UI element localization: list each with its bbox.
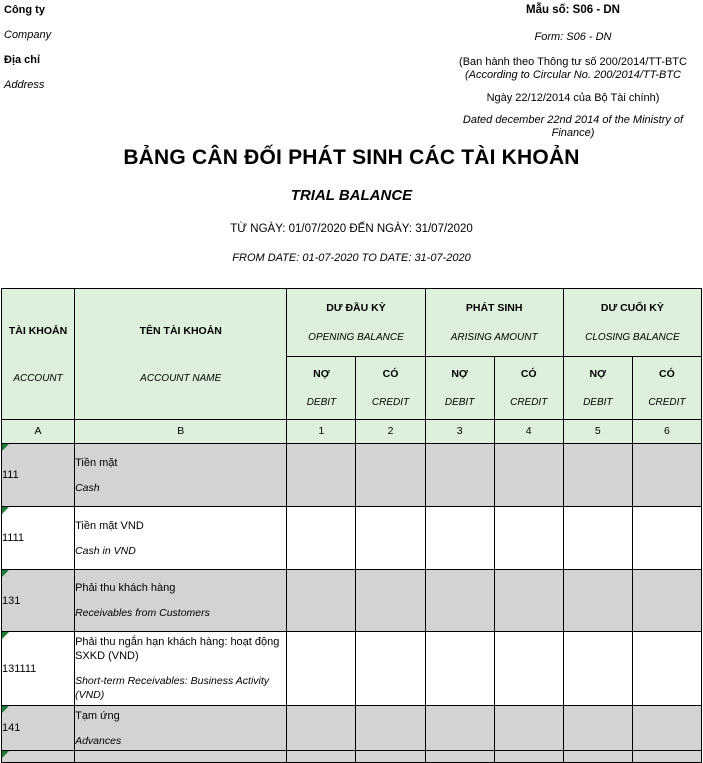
issue-date-en: Dated december 22nd 2014 of the Ministry of Finance) xyxy=(462,114,684,139)
title-block xyxy=(0,143,703,265)
cell-arising-debit[interactable] xyxy=(425,507,494,570)
cell-opening-credit[interactable] xyxy=(356,751,425,763)
cell-opening-debit[interactable] xyxy=(287,444,356,507)
cell-closing-credit[interactable] xyxy=(632,570,701,632)
form-number-vn: Mẫu số: S06 - DN xyxy=(526,4,620,16)
col-index-5: 5 xyxy=(563,420,632,444)
col-group-closing-vn: DƯ CUỐI KỲ xyxy=(600,302,664,314)
col-header-opening-credit xyxy=(356,357,425,420)
comment-flag-icon xyxy=(2,444,9,451)
address-label-en: Address xyxy=(4,79,45,91)
trial-balance-table-wrapper xyxy=(0,265,703,763)
page-title-vn: BẢNG CÂN ĐỐI PHÁT SINH CÁC TÀI KHOẢN xyxy=(123,146,580,169)
comment-flag-icon xyxy=(2,570,9,577)
col-header-arising-debit xyxy=(425,357,494,420)
issue-date-vn: Ngày 22/12/2014 của Bộ Tài chính) xyxy=(486,92,660,104)
col-header-opening-credit-vn: CÓ xyxy=(382,368,399,380)
table-row[interactable] xyxy=(2,751,702,763)
cell-opening-debit[interactable] xyxy=(287,751,356,763)
col-index-2: 2 xyxy=(356,420,425,444)
form-info-block xyxy=(453,3,693,140)
col-header-closing-debit-vn: NỢ xyxy=(589,368,607,380)
table-header-row-group xyxy=(2,289,702,357)
account-number-text: 141 xyxy=(2,722,21,734)
table-body xyxy=(2,444,702,763)
account-name-en: Cash xyxy=(75,481,100,494)
account-name-vn: Tiền mặt VND xyxy=(75,519,144,532)
cell-account-name[interactable] xyxy=(75,507,287,570)
account-name-en: Receivables from Customers xyxy=(75,607,210,619)
cell-opening-credit[interactable] xyxy=(356,507,425,570)
col-group-closing-balance xyxy=(563,289,701,357)
circular-reference-en: (According to Circular No. 200/2014/TT-BTC xyxy=(464,69,681,81)
table-row[interactable] xyxy=(2,632,702,706)
address-label-vn: Địa chỉ xyxy=(4,54,41,66)
company-label-en: Company xyxy=(4,29,52,41)
account-name-en: Advances xyxy=(75,734,122,747)
comment-flag-icon xyxy=(2,706,9,713)
cell-closing-credit[interactable] xyxy=(632,444,701,507)
cell-closing-debit[interactable] xyxy=(563,751,632,763)
cell-account-name[interactable] xyxy=(75,751,287,763)
account-name-en: Cash in VND xyxy=(75,544,136,557)
col-header-account-name xyxy=(75,289,287,420)
col-index-6: 6 xyxy=(632,420,701,444)
cell-arising-credit[interactable] xyxy=(494,507,563,570)
col-header-closing-credit-vn: CÓ xyxy=(659,368,675,380)
col-header-opening-debit xyxy=(287,357,356,420)
col-header-closing-credit xyxy=(632,357,701,420)
cell-opening-credit[interactable] xyxy=(356,632,425,706)
col-index-b: B xyxy=(75,420,287,444)
col-index-4: 4 xyxy=(494,420,563,444)
col-group-opening-vn: DƯ ĐẦU KỲ xyxy=(326,302,386,314)
company-label-vn: Công ty xyxy=(4,4,45,16)
cell-arising-credit[interactable] xyxy=(494,444,563,507)
col-group-arising-vn: PHÁT SINH xyxy=(465,302,523,314)
col-group-opening-balance xyxy=(287,289,425,357)
account-number-text: 111 xyxy=(2,469,19,481)
comment-flag-icon xyxy=(2,507,9,514)
account-number-text: 1111 xyxy=(2,532,25,544)
col-header-account xyxy=(2,289,75,420)
cell-account-number[interactable] xyxy=(2,751,75,763)
account-name-vn: Phải thu ngắn hạn khách hàng: hoạt động SXKD (VND) xyxy=(75,636,280,662)
col-header-opening-credit-en: CREDIT xyxy=(371,397,410,408)
col-header-closing-credit-en: CREDIT xyxy=(648,397,686,408)
col-header-arising-debit-en: DEBIT xyxy=(444,397,475,408)
report-period-vn: TỪ NGÀY: 01/07/2020 ĐẾN NGÀY: 31/07/2020 xyxy=(230,223,473,235)
account-name-vn: Phải thu khách hàng xyxy=(75,582,176,594)
cell-closing-debit[interactable] xyxy=(563,507,632,570)
cell-opening-debit[interactable] xyxy=(287,632,356,706)
col-header-account-en: ACCOUNT xyxy=(13,372,63,384)
col-header-opening-debit-vn: NỢ xyxy=(313,368,330,380)
cell-arising-debit[interactable] xyxy=(425,444,494,507)
page-title-en: TRIAL BALANCE xyxy=(290,187,413,204)
table-row[interactable] xyxy=(2,444,702,507)
cell-opening-debit[interactable] xyxy=(287,507,356,570)
cell-arising-debit[interactable] xyxy=(425,632,494,706)
col-index-3: 3 xyxy=(425,420,494,444)
table-header xyxy=(2,289,702,444)
cell-account-number[interactable] xyxy=(2,632,75,706)
circular-reference-vn: (Ban hành theo Thông tư số 200/2014/TT-BTC xyxy=(459,56,687,68)
cell-account-name[interactable] xyxy=(75,444,287,507)
cell-account-name[interactable] xyxy=(75,570,287,632)
account-number-text: 131111 xyxy=(2,662,37,675)
cell-account-number[interactable] xyxy=(2,507,75,570)
comment-flag-icon xyxy=(2,751,9,758)
table-header-row-index xyxy=(2,420,702,444)
cell-closing-credit[interactable] xyxy=(632,507,701,570)
cell-opening-credit[interactable] xyxy=(356,570,425,632)
form-number-en: Form: S06 - DN xyxy=(534,31,612,43)
col-header-account-name-en: ACCOUNT NAME xyxy=(140,372,222,384)
col-header-arising-debit-vn: NỢ xyxy=(451,368,468,380)
cell-opening-credit[interactable] xyxy=(356,444,425,507)
cell-arising-debit[interactable] xyxy=(425,751,494,763)
cell-arising-credit[interactable] xyxy=(494,751,563,763)
col-header-opening-debit-en: DEBIT xyxy=(306,397,337,408)
cell-closing-debit[interactable] xyxy=(563,570,632,632)
cell-opening-debit[interactable] xyxy=(287,570,356,632)
col-header-account-vn: TÀI KHOẢN xyxy=(8,324,68,337)
account-name-en: Short-term Receivables: Business Activity (VND) xyxy=(75,675,270,701)
cell-arising-credit[interactable] xyxy=(494,570,563,632)
col-index-1: 1 xyxy=(287,420,356,444)
col-header-closing-debit-en: DEBIT xyxy=(583,397,613,408)
col-group-arising-amount xyxy=(425,289,563,357)
table-row[interactable] xyxy=(2,507,702,570)
col-group-closing-en: CLOSING BALANCE xyxy=(585,332,680,343)
col-header-arising-credit-vn: CÓ xyxy=(520,368,537,380)
cell-account-number[interactable] xyxy=(2,570,75,632)
cell-arising-credit[interactable] xyxy=(494,632,563,706)
cell-closing-credit[interactable] xyxy=(632,632,701,706)
comment-flag-icon xyxy=(2,632,9,639)
cell-closing-credit[interactable] xyxy=(632,751,701,763)
col-group-opening-en: OPENING BALANCE xyxy=(308,332,404,343)
account-name-vn: Tiền mặt xyxy=(75,456,118,469)
table-row[interactable] xyxy=(2,570,702,632)
account-name-vn: Tạm ứng xyxy=(75,709,120,722)
company-info-block xyxy=(4,4,304,104)
report-period-en: FROM DATE: 01-07-2020 TO DATE: 31-07-2020 xyxy=(232,252,471,264)
col-header-arising-credit-en: CREDIT xyxy=(510,397,548,408)
col-index-a: A xyxy=(2,420,75,444)
cell-closing-debit[interactable] xyxy=(563,444,632,507)
col-header-closing-debit xyxy=(563,357,632,420)
col-header-account-name-vn: TÊN TÀI KHOẢN xyxy=(139,324,222,337)
cell-account-name[interactable] xyxy=(75,632,287,706)
col-header-arising-credit xyxy=(494,357,563,420)
document-header xyxy=(0,0,703,143)
col-group-arising-en: ARISING AMOUNT xyxy=(450,332,538,343)
cell-arising-debit[interactable] xyxy=(425,570,494,632)
cell-account-number[interactable] xyxy=(2,444,75,507)
cell-closing-debit[interactable] xyxy=(563,632,632,706)
account-number-text: 131 xyxy=(2,594,21,607)
trial-balance-table xyxy=(1,288,702,763)
